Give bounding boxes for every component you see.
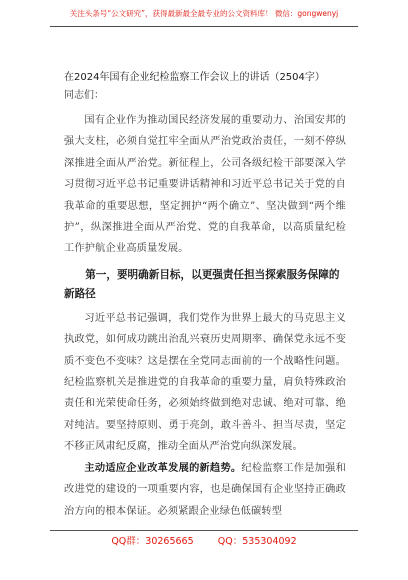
footer-divider bbox=[50, 530, 358, 531]
header-divider bbox=[50, 26, 358, 27]
body-paragraph: 习近平总书记强调，我们党作为世界上最大的马克思主义执政党，如何成功跳出治乱兴衰历史周期率、确保党永远不变质不变色不变味？这是摆在全党同志面前的一个战略性问题。纪检监察机关是推进党的自我革命的重要力量，肩负特殊政治责任和光荣使命任务，必须始终做到绝对忠诚、绝对可靠、绝对纯洁。要坚持原则、勇于亮剑，敢斗善斗、担当尽责，坚定不移正风肃纪反腐，推动全面从严治党向纵深发展。 bbox=[64, 312, 346, 453]
bold-lead-paragraph bbox=[64, 458, 346, 522]
section-heading: 第一，要明确新目标，以更强责任担当探索服务保障的新路径 bbox=[64, 268, 340, 300]
intro-paragraph: 国有企业作为推动国民经济发展的重要动力、治国安邦的强大支柱，必须自觉扛牢全面从严治党政治责任，一刻不停纵深推进全面从严治党。新征程上，公司各级纪检干部要深入学习贯彻习近平总书记重要讲话精神和习近平总书记关于党的自我革命的重要思想，坚定拥护“两个确立”、坚决做到“两个维护”，纵深推进全面从严治党、党的自我革命，以高质量纪检工作护航企业高质量发展。 bbox=[64, 115, 346, 255]
header-banner: 关注头条号“公文研究”，获得最新最全最专业的公文资料库！ 微信：gongwenyj bbox=[69, 9, 339, 18]
document-body bbox=[64, 70, 346, 522]
footer-contact: QQ群：30265665 QQ：535304092 bbox=[111, 536, 297, 547]
salutation: 同志们： bbox=[64, 90, 104, 101]
bold-lead-continuation: 纪检监察工作是加强和改进党的建设的一项重要内容，也是确保国有企业坚持正确政治方向的根本保证。必须紧跟企业绿色低碳转型 bbox=[64, 462, 347, 517]
bold-lead-text: 主动适应企业改革发展的新趋势。 bbox=[84, 462, 242, 474]
document-title: 在2024年国有企业纪检监察工作会议上的讲话（2504字） bbox=[64, 72, 325, 83]
